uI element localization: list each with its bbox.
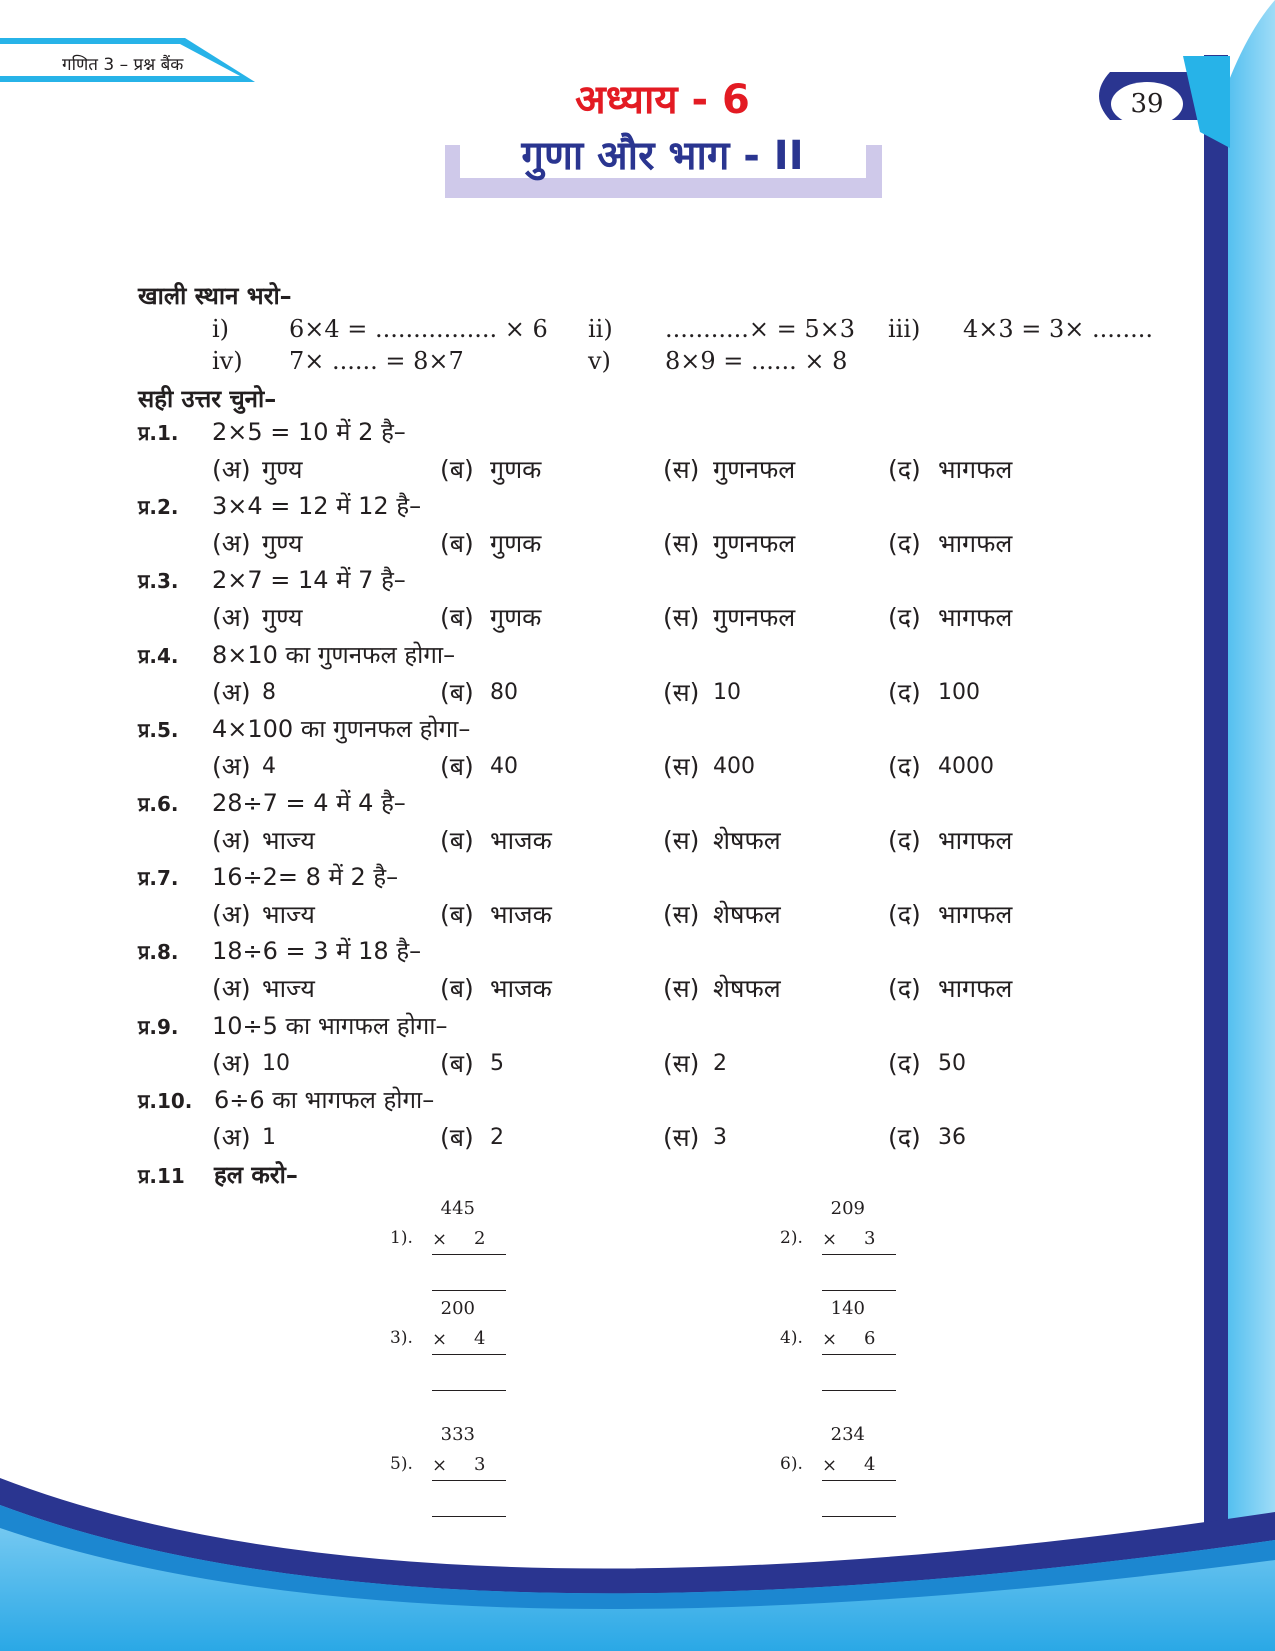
- option-label: (ब): [440, 677, 474, 707]
- question-number: प्र.2.: [138, 495, 179, 520]
- option-label: (स): [663, 1048, 700, 1078]
- problem-label: 5).: [390, 1454, 413, 1474]
- option-label: (द): [888, 826, 921, 855]
- option-label: (द): [888, 677, 921, 707]
- option-text[interactable]: 1: [262, 1124, 276, 1150]
- answer-line[interactable]: [822, 1390, 896, 1391]
- option-label: (द): [888, 529, 921, 559]
- option-text[interactable]: 4: [262, 753, 276, 779]
- question-number: प्र.4.: [138, 643, 179, 668]
- answer-rule: [432, 1480, 506, 1481]
- option-text[interactable]: 40: [490, 753, 518, 779]
- times-sign: ×: [432, 1455, 448, 1476]
- option-label: (द): [888, 900, 921, 930]
- option-text[interactable]: 50: [938, 1050, 966, 1076]
- option-text[interactable]: 36: [938, 1124, 966, 1150]
- option-text[interactable]: गुणक: [490, 455, 542, 484]
- option-label: (ब): [440, 1048, 474, 1078]
- option-label: (अ): [212, 677, 251, 707]
- option-text[interactable]: भागफल: [938, 455, 1013, 484]
- option-label: (स): [663, 751, 700, 781]
- page-number: 39: [1130, 89, 1164, 119]
- multiplier: 3: [474, 1454, 486, 1475]
- fill-item-text: 4×3 = 3× ........: [963, 315, 1154, 343]
- option-label: (ब): [440, 751, 474, 781]
- multiplicand: 140: [830, 1298, 865, 1319]
- problem-label: 2).: [780, 1228, 803, 1248]
- option-label: (द): [888, 1048, 921, 1078]
- answer-rule: [822, 1254, 896, 1255]
- question-text: 4×100 का गुणनफल होगा–: [212, 714, 471, 743]
- option-text[interactable]: गुण्य: [262, 529, 303, 559]
- option-label: (अ): [212, 529, 251, 559]
- question-text: 18÷6 = 3 में 18 है–: [212, 937, 422, 966]
- solve-heading: हल करो–: [214, 1161, 298, 1189]
- question-number: प्र.1.: [138, 421, 179, 445]
- chapter-number: अध्याय - 6: [575, 77, 750, 123]
- question-number: प्र.9.: [138, 1014, 179, 1039]
- chapter-title: गुणा और भाग - II: [521, 133, 804, 179]
- right-side-bar: [1204, 55, 1228, 1651]
- option-label: (अ): [212, 900, 251, 930]
- multiplier: 4: [474, 1328, 486, 1349]
- option-label: (अ): [212, 1122, 251, 1152]
- option-text[interactable]: भागफल: [938, 974, 1013, 1004]
- fill-item-number: i): [212, 315, 230, 343]
- option-label: (स): [663, 603, 700, 633]
- question-text: 28÷7 = 4 में 4 है–: [212, 789, 406, 817]
- question-text: 2×5 = 10 में 2 है–: [212, 418, 406, 446]
- multiplier: 6: [864, 1328, 876, 1349]
- option-text[interactable]: 100: [938, 679, 980, 705]
- answer-rule: [432, 1254, 506, 1255]
- times-sign: ×: [822, 1455, 838, 1476]
- multiplicand: 234: [830, 1424, 865, 1445]
- question-number: प्र.5.: [138, 717, 179, 742]
- multiplicand: 209: [830, 1198, 865, 1219]
- option-label: (अ): [212, 603, 251, 633]
- question-text: 8×10 का गुणनफल होगा–: [212, 640, 456, 669]
- option-text[interactable]: गुणनफल: [713, 603, 796, 633]
- option-text[interactable]: 3: [713, 1124, 727, 1150]
- option-text[interactable]: भाज्य: [262, 826, 315, 855]
- option-label: (स): [663, 974, 700, 1004]
- fill-blanks-heading: खाली स्थान भरो–: [138, 282, 292, 310]
- question-number: प्र.3.: [138, 569, 179, 594]
- times-sign: ×: [432, 1229, 448, 1250]
- option-label: (ब): [440, 603, 474, 633]
- option-text[interactable]: शेषफल: [713, 826, 781, 855]
- option-label: (द): [888, 455, 921, 484]
- option-text[interactable]: भागफल: [938, 529, 1013, 559]
- option-text[interactable]: शेषफल: [713, 974, 781, 1004]
- question-text: 10÷5 का भागफल होगा–: [212, 1011, 448, 1040]
- option-text[interactable]: 8: [262, 679, 276, 705]
- option-label: (द): [888, 1122, 921, 1152]
- option-text[interactable]: भाज्य: [262, 974, 315, 1004]
- problem-label: 1).: [390, 1228, 413, 1248]
- option-text[interactable]: भाजक: [490, 900, 552, 930]
- option-text[interactable]: शेषफल: [713, 900, 781, 930]
- option-text[interactable]: 400: [713, 753, 755, 779]
- option-text[interactable]: भागफल: [938, 603, 1013, 633]
- multiplier: 3: [864, 1228, 876, 1249]
- fill-item-number: v): [588, 347, 611, 375]
- option-label: (अ): [212, 751, 251, 781]
- multiplier: 4: [864, 1454, 876, 1475]
- option-text[interactable]: भाजक: [490, 974, 552, 1004]
- multiplicand: 200: [440, 1298, 475, 1319]
- fill-item-text: 6×4 = ................ × 6: [289, 315, 548, 343]
- multiplier: 2: [474, 1228, 486, 1249]
- option-label: (ब): [440, 900, 474, 930]
- option-text[interactable]: भाजक: [490, 826, 552, 855]
- problem-label: 6).: [780, 1454, 803, 1474]
- fill-item-text: 7× ...... = 8×7: [289, 347, 464, 375]
- option-text[interactable]: गुणक: [490, 603, 542, 633]
- multiplicand: 333: [440, 1424, 475, 1445]
- question-number: प्र.7.: [138, 866, 179, 891]
- option-label: (स): [663, 826, 700, 855]
- answer-line[interactable]: [822, 1290, 896, 1291]
- fill-item-number: iii): [888, 315, 921, 343]
- option-text[interactable]: 5: [490, 1050, 504, 1076]
- option-label: (द): [888, 603, 921, 633]
- option-label: (ब): [440, 1122, 474, 1152]
- problem-label: 4).: [780, 1328, 803, 1348]
- option-label: (स): [663, 529, 700, 559]
- option-label: (ब): [440, 826, 474, 855]
- answer-line[interactable]: [432, 1516, 506, 1517]
- option-label: (द): [888, 974, 921, 1004]
- option-text[interactable]: गुणनफल: [713, 455, 796, 484]
- fill-item-number: iv): [212, 347, 243, 375]
- answer-line[interactable]: [432, 1290, 506, 1291]
- answer-line[interactable]: [822, 1516, 896, 1517]
- option-label: (अ): [212, 826, 251, 855]
- book-header-label: गणित 3 – प्रश्न बैंक: [62, 55, 184, 75]
- question-text: 3×4 = 12 में 12 है–: [212, 492, 422, 521]
- option-text[interactable]: 80: [490, 679, 518, 705]
- fill-item-text: ...........× = 5×3: [665, 315, 856, 343]
- option-label: (अ): [212, 455, 251, 484]
- option-label: (स): [663, 455, 700, 484]
- question-number: प्र.10.: [138, 1088, 193, 1113]
- answer-rule: [432, 1354, 506, 1355]
- option-text[interactable]: 2: [490, 1124, 504, 1150]
- option-label: (स): [663, 677, 700, 707]
- solve-question-number: प्र.11: [138, 1164, 185, 1188]
- answer-rule: [822, 1480, 896, 1481]
- option-text[interactable]: गुणक: [490, 529, 542, 559]
- fill-item-text: 8×9 = ...... × 8: [665, 347, 848, 375]
- answer-line[interactable]: [432, 1390, 506, 1391]
- option-text[interactable]: गुणनफल: [713, 529, 796, 559]
- option-label: (ब): [440, 529, 474, 559]
- mcq-heading: सही उत्तर चुनो–: [138, 385, 277, 413]
- fill-item-number: ii): [588, 315, 613, 343]
- times-sign: ×: [822, 1329, 838, 1350]
- option-text[interactable]: 10: [262, 1050, 290, 1076]
- answer-rule: [822, 1354, 896, 1355]
- question-number: प्र.6.: [138, 792, 179, 816]
- option-label: (स): [663, 900, 700, 930]
- option-label: (स): [663, 1122, 700, 1152]
- option-label: (ब): [440, 974, 474, 1004]
- question-text: 16÷2= 8 में 2 है–: [212, 863, 399, 892]
- multiplicand: 445: [440, 1198, 475, 1219]
- option-label: (अ): [212, 1048, 251, 1078]
- problem-label: 3).: [390, 1328, 413, 1348]
- option-label: (द): [888, 751, 921, 781]
- option-text[interactable]: 4000: [938, 753, 994, 779]
- times-sign: ×: [432, 1329, 448, 1350]
- option-text[interactable]: 2: [713, 1050, 727, 1076]
- times-sign: ×: [822, 1229, 838, 1250]
- option-text[interactable]: भागफल: [938, 826, 1013, 855]
- option-text[interactable]: गुण्य: [262, 603, 303, 633]
- question-text: 2×7 = 14 में 7 है–: [212, 566, 406, 595]
- option-text[interactable]: 10: [713, 679, 741, 705]
- option-text[interactable]: भाज्य: [262, 900, 315, 930]
- question-text: 6÷6 का भागफल होगा–: [214, 1085, 435, 1114]
- question-number: प्र.8.: [138, 940, 179, 965]
- option-text[interactable]: भागफल: [938, 900, 1013, 930]
- option-text[interactable]: गुण्य: [262, 455, 303, 484]
- option-label: (अ): [212, 974, 251, 1004]
- option-label: (ब): [440, 455, 474, 484]
